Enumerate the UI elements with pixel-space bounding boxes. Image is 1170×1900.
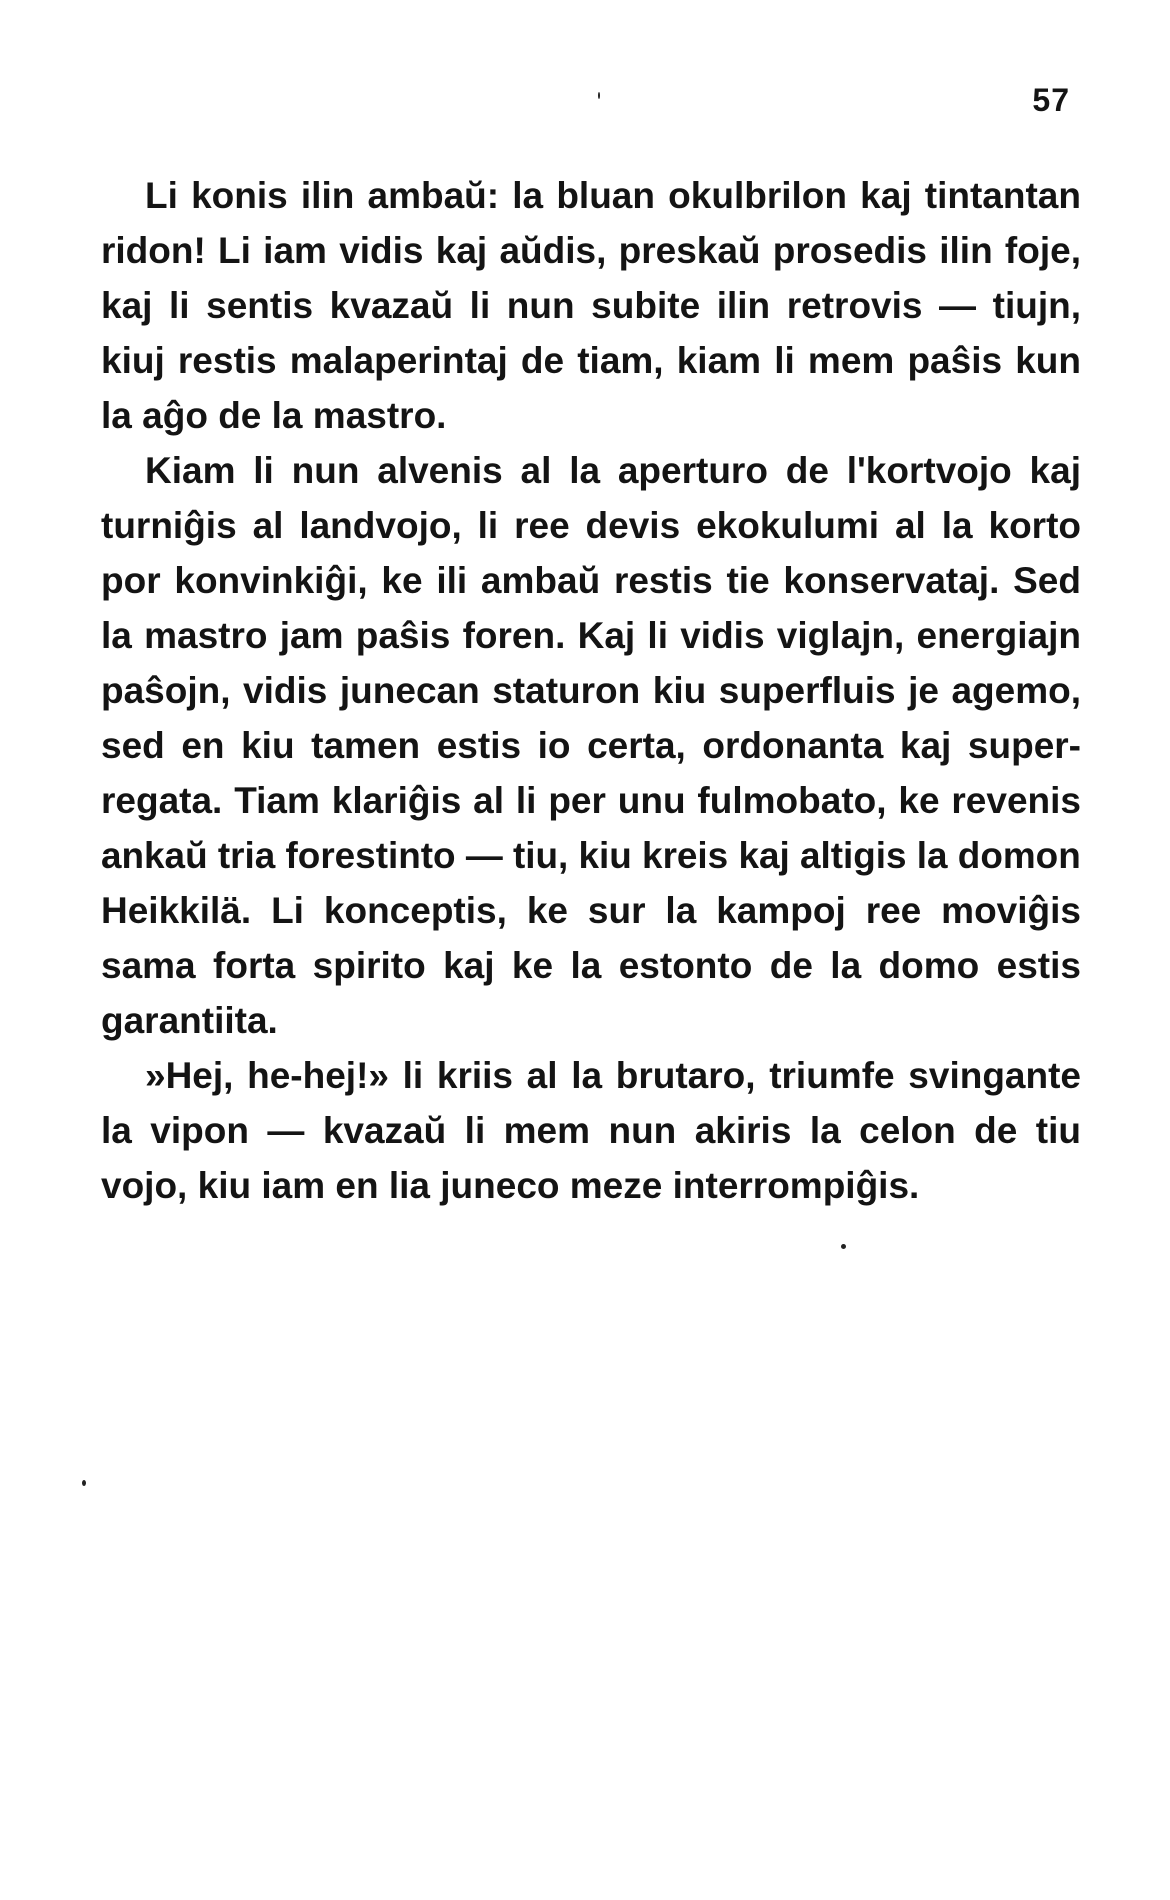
text-line: Heikkilä. Li konceptis, ke sur la kampoj ree moviĝis: [101, 890, 1081, 931]
text-line: Kiam li nun alvenis al la aperturo de l'kortvojo kaj: [145, 450, 1081, 491]
text-line: sed en kiu tamen estis io certa, ordonanta kaj super-: [101, 725, 1081, 766]
body-text: [101, 168, 1081, 1213]
text-line: ankaŭ tria forestinto — tiu, kiu kreis kaj altigis la domon: [101, 835, 1081, 876]
text-line: regata. Tiam klariĝis al li per unu fulmobato, ke revenis: [101, 780, 1081, 821]
text-line: vojo, kiu iam en lia juneco meze interrompiĝis.: [101, 1165, 920, 1206]
text-line: la aĝo de la mastro.: [101, 395, 447, 436]
print-speck: [841, 1244, 846, 1249]
text-line: garantiita.: [101, 1000, 278, 1041]
text-line: turniĝis al landvojo, li ree devis ekokulumi al la korto: [101, 505, 1081, 546]
text-line: la vipon — kvazaŭ li mem nun akiris la celon de tiu: [101, 1110, 1081, 1151]
page-number: 57: [1032, 82, 1070, 118]
text-line: ridon! Li iam vidis kaj aŭdis, preskaŭ prosedis ilin foje,: [101, 230, 1081, 271]
print-speck: [598, 92, 600, 99]
text-line: sama forta spirito kaj ke la estonto de la domo estis: [101, 945, 1081, 986]
text-line: »Hej, he-hej!» li kriis al la brutaro, triumfe svingante: [145, 1055, 1081, 1096]
text-line: la mastro jam paŝis foren. Kaj li vidis viglajn, energiajn: [101, 615, 1081, 656]
text-line: por konvinkiĝi, ke ili ambaŭ restis tie konservataj. Sed: [101, 560, 1081, 601]
text-line: kiuj restis malaperintaj de tiam, kiam li mem paŝis kun: [101, 340, 1081, 381]
print-speck: [82, 1480, 86, 1486]
text-line: Li konis ilin ambaŭ: la bluan okulbrilon kaj tintantan: [145, 175, 1081, 216]
text-line: paŝojn, vidis junecan staturon kiu superfluis je agemo,: [101, 670, 1081, 711]
text-line: kaj li sentis kvazaŭ li nun subite ilin retrovis — tiujn,: [101, 285, 1081, 326]
